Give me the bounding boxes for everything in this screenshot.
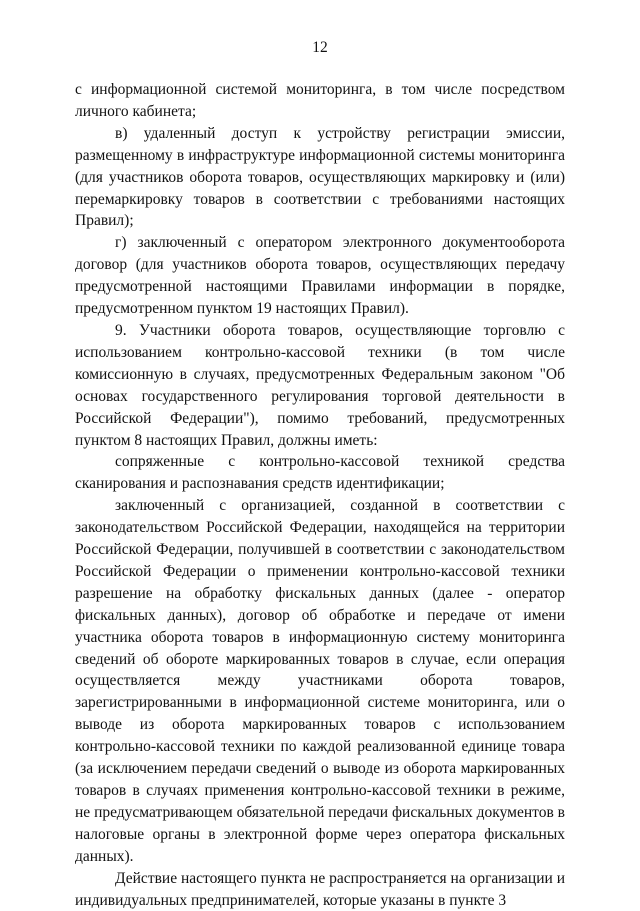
document-body — [75, 79, 565, 911]
paragraph-exemption: Действие настоящего пункта не распространяется на организации и индивидуальных предпринимателей, которые указаны в пункте 3 — [75, 869, 565, 909]
paragraph-monitoring-cabinet: с информационной системой мониторинга, в том числе посредством личного кабинета; — [75, 81, 565, 120]
paragraph-scanning-means: сопряженные с контрольно-кассовой техникой средства сканирования и распознавания средств идентификации; — [75, 453, 565, 493]
paragraph-fiscal-operator-contract: заключенный с организацией, созданной в соответствии с законодательством Российской Федерации, находящейся на территории Российской Федерации, получившей в соответствии с законодательством Российской Федерации о применении контрольно-кассовой техники разрешение на обработку фискальных данных (далее - оператор фискальных данных), договор об обработке и передаче от имени участника оборота товаров в информационную систему мониторинга сведений об обороте маркированных товаров в случае, если операция осуществляется между участниками оборота товаров, зарегистрированными в информационной системе мониторинга, или о выводе из оборота маркированных товаров с использованием контрольно-кассовой техники по каждой реализованной единице товара (за исключением передачи сведений о выводе из оборота маркированных товаров в случаях применения контрольно-кассовой техники в режиме, не предусматривающем обязательной передачи фискальных документов в налоговые органы в электронной форме через оператора фискальных данных). — [75, 497, 565, 865]
paragraph-item-v: в) удаленный доступ к устройству регистрации эмиссии, размещенному в инфраструктуре информационной системы мониторинга (для участников оборота товаров, осуществляющих маркировку и (или) перемаркировку товаров в соответствии с требованиями настоящих Правил); — [75, 124, 565, 230]
paragraph-clause-9: 9. Участники оборота товаров, осуществляющие торговлю с использованием контрольно-кассовой техники (в том числе комиссионную в случаях, предусмотренных Федеральным законом "Об основах государственного регулирования торговой деятельности в Российской Федерации"), помимо требований, предусмотренных пунктом 8 настоящих Правил, должны иметь: — [75, 321, 565, 449]
page-number: 12 — [312, 39, 328, 56]
paragraph-item-g: г) заключенный с оператором электронного документооборота договор (для участников оборота товаров, осуществляющих передачу предусмотренной настоящими Правилами информации в порядке, предусмотренном пунктом 19 настоящих Правил). — [75, 234, 565, 318]
